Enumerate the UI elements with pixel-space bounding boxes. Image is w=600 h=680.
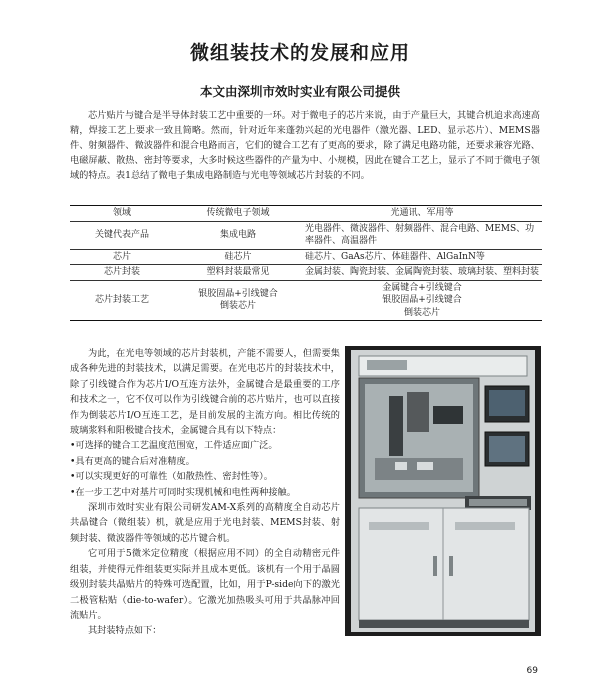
intro-paragraph: 芯片贴片与键合是半导体封装工艺中重要的一环。对于微电子的芯片来说，由于产量巨大，其键合机追求高速高精，焊接工艺上要求一致且简略。然而，针对近年来蓬勃兴起的光电器件（激光器、LED、显示芯片）、MEMS器件、射频器件、微波器件和混合电路而言，它们的键合工艺有了更高的要求，除了满足电路功能，还要求兼容光路、电磁屏蔽、散热、密封等要求，大多时候这些器件的产量为中、小规模，因此在键合工艺上，显示了不同于微电子领域的特点。表1总结了微电子集成电路制造与光电等领域芯片封装的不同。 (70, 110, 540, 181)
feature-bullet: •具有更高的键合后对准精度。 (70, 455, 195, 467)
article-title: 微组装技术的发展和应用 (189, 42, 410, 64)
table-header-cell: 光通讯、军用等 (302, 206, 542, 222)
table-header-row (70, 206, 542, 222)
table-row (70, 221, 542, 249)
table-row (70, 249, 542, 265)
table-cell: 芯片 (70, 249, 174, 265)
body-column (70, 346, 340, 639)
body-paragraph: 深圳市效时实业有限公司研发AM-X系列的高精度全自动芯片共晶键合（微组装）机，就是应用于光电封装、MEMS封装、射频封装、微波器件等领域的芯片键合机。 (70, 502, 340, 544)
feature-bullet: •可以实现更好的可靠性（如散热性、密封性等）。 (70, 471, 273, 483)
table-cell: 硅芯片、GaAs芯片、体硅器件、AlGaInN等 (302, 249, 542, 265)
table-header-cell: 领域 (70, 206, 174, 222)
table-cell: 芯片封装工艺 (70, 280, 174, 321)
table-row (70, 265, 542, 281)
table-cell: 硅芯片 (174, 249, 302, 265)
machine-photo (345, 346, 541, 636)
page-number: 69 (526, 666, 538, 676)
table-cell: 关键代表产品 (70, 221, 174, 249)
table-cell: 金属封装、陶瓷封装、金属陶瓷封装、玻璃封装、塑料封装 (302, 265, 542, 281)
bonding-machine-image (345, 346, 541, 636)
comparison-table (70, 205, 542, 321)
table-row (70, 280, 542, 321)
feature-bullet: •可选择的键合工艺温度范围宽，工件适应面广泛。 (70, 440, 278, 452)
table-header-cell: 传统微电子领域 (174, 206, 302, 222)
table-cell: 塑料封装最常见 (174, 265, 302, 281)
table-cell: 集成电路 (174, 221, 302, 249)
table-cell: 银胶固晶+引线键合 倒装芯片 (174, 280, 302, 321)
body-paragraph: 为此，在光电等领域的芯片封装机，产能不需要人，但需要集成各种先进的封装技术，以满足需要。在光电芯片的封装技术中，除了引线键合作为芯片I/O互连方法外，金属键合是最重要的工序和技术之一，它不仅可以作为引线键合前的芯片贴片，也可以直接作为倒装芯片I/O互连工艺，是目前发展的主流方向。相比传统的玻璃浆料和阳极键合技术，金属键合具有以下特点： (70, 348, 340, 437)
feature-bullet: •在一步工艺中对基片可同时实现机械和电性两种接触。 (70, 486, 296, 498)
body-paragraph: 其封装特点如下： (88, 625, 162, 637)
table-cell: 芯片封装 (70, 265, 174, 281)
table-cell: 金属键合+引线键合 银胶固晶+引线键合 倒装芯片 (302, 280, 542, 321)
body-paragraph: 它可用于5微米定位精度（根据应用不同）的全自动精密元件组装，并使得元件组装更实际并且成本更低。该机有一个用于晶圆级别封装共晶贴片的特殊可选配置，比如，用于P-side向下的激光二极管粘贴（die-to-wafer）。它激光加热吸头可用于共晶脉冲回流贴片。 (70, 548, 340, 621)
article-subtitle: 本文由深圳市效时实业有限公司提供 (199, 84, 400, 99)
table-cell: 光电器件、微波器件、射频器件、混合电路、MEMS、功率器件、高温器件 (302, 221, 542, 249)
